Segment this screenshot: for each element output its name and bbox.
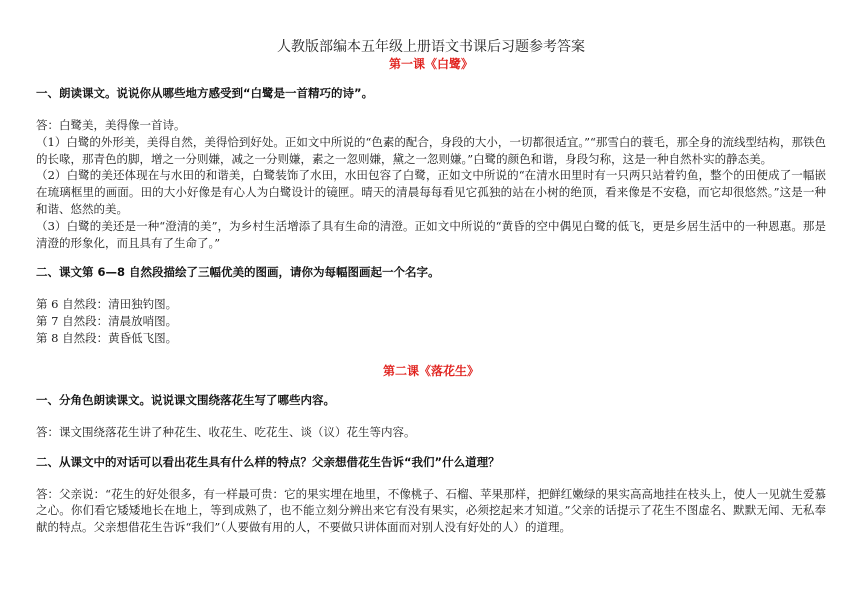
lesson-1-question-1: 一、朗读课文。说说你从哪些地方感受到“白鹭是一首精巧的诗”。: [36, 86, 374, 100]
lesson-1-answer-1-point-2: （2）白鹭的美还体现在与水田的和谐美，白鹭装饰了水田，水田包容了白鹭，正如文中所说的“在清水田里时有一只两只站着钓鱼，整个的田便成了一幅嵌在琉璃框里的画面。田的大小好像是有心人为白鹭设计的镜匣。晴天的清晨每每看见它孤独的站在小树的绝顶，看来像是不安稳，而它却很悠然。”这是一种和谐、悠然的美。: [36, 168, 826, 216]
lesson-1-answer-2-line: 第 7 自然段：清晨放哨图。: [36, 314, 178, 329]
lesson-1-answer-1-point-1: （1）白鹭的外形美，美得自然，美得恰到好处。正如文中所说的“色素的配合，身段的大小，一切都很适宜。”“那雪白的蓑毛，那全身的流线型结构，那铁色的长喙，那青色的脚，增之一分则嫌，减之一分则嫌，素之一忽则嫌，黛之一忽则嫌。”白鹭的颜色和谐，身段匀称，这是一种自然朴实的静态美。: [36, 134, 826, 166]
lesson-1-answer-1-intro: 答：白鹭美，美得像一首诗。: [36, 118, 186, 132]
lesson-2-question-2: 二、从课文中的对话可以看出花生具有什么样的特点？父亲想借花生告诉“我们”什么道理？: [36, 454, 500, 469]
lesson-1-answer-2-line: 第 6 自然段：清田独钓图。: [36, 297, 178, 312]
lesson-1-answer-2-line: 第 8 自然段：黄昏低飞图。: [36, 330, 178, 345]
document-title: 人教版部编本五年级上册语文书课后习题参考答案: [277, 39, 585, 55]
lesson-1-title: 第一课《白鹭》: [388, 57, 473, 71]
lesson-2-title: 第二课《落花生》: [382, 363, 479, 378]
lesson-2-answer-1: 答：课文围绕落花生讲了种花生、收花生、吃花生、谈（议）花生等内容。: [36, 424, 416, 439]
lesson-1-answer-1-point-3: （3）白鹭的美还是一种“澄清的美”，为乡村生活增添了具有生命的清澄。正如文中所说的“黄昏的空中偶见白鹭的低飞，更是乡居生活中的一种恩惠。那是清澄的形象化，而且具有了生命了。”: [36, 218, 826, 250]
lesson-1-question-2: 二、课文第 6—8 自然段描绘了三幅优美的图画，请你为每幅图画起一个名字。: [36, 265, 440, 280]
lesson-2-answer-2: 答：父亲说：“花生的好处很多，有一样最可贵：它的果实埋在地里，不像桃子、石榴、苹果那样，把鲜红嫩绿的果实高高地挂在枝头上，使人一见就生爱慕之心。你们看它矮矮地长在地上，等到成熟了，也不能立刻分辨出来它有没有果实，必须挖起来才知道。”父亲的话提示了花生不图虚名、默默无闻、无私奉献的特点。父亲想借花生告诉“我们”（人要做有用的人，不要做只讲体面而对别人没有好处的人）的道理。: [36, 486, 826, 535]
document-page: [36, 38, 826, 536]
lesson-2-question-1: 一、分角色朗读课文。说说课文围绕落花生写了哪些内容。: [36, 392, 335, 407]
